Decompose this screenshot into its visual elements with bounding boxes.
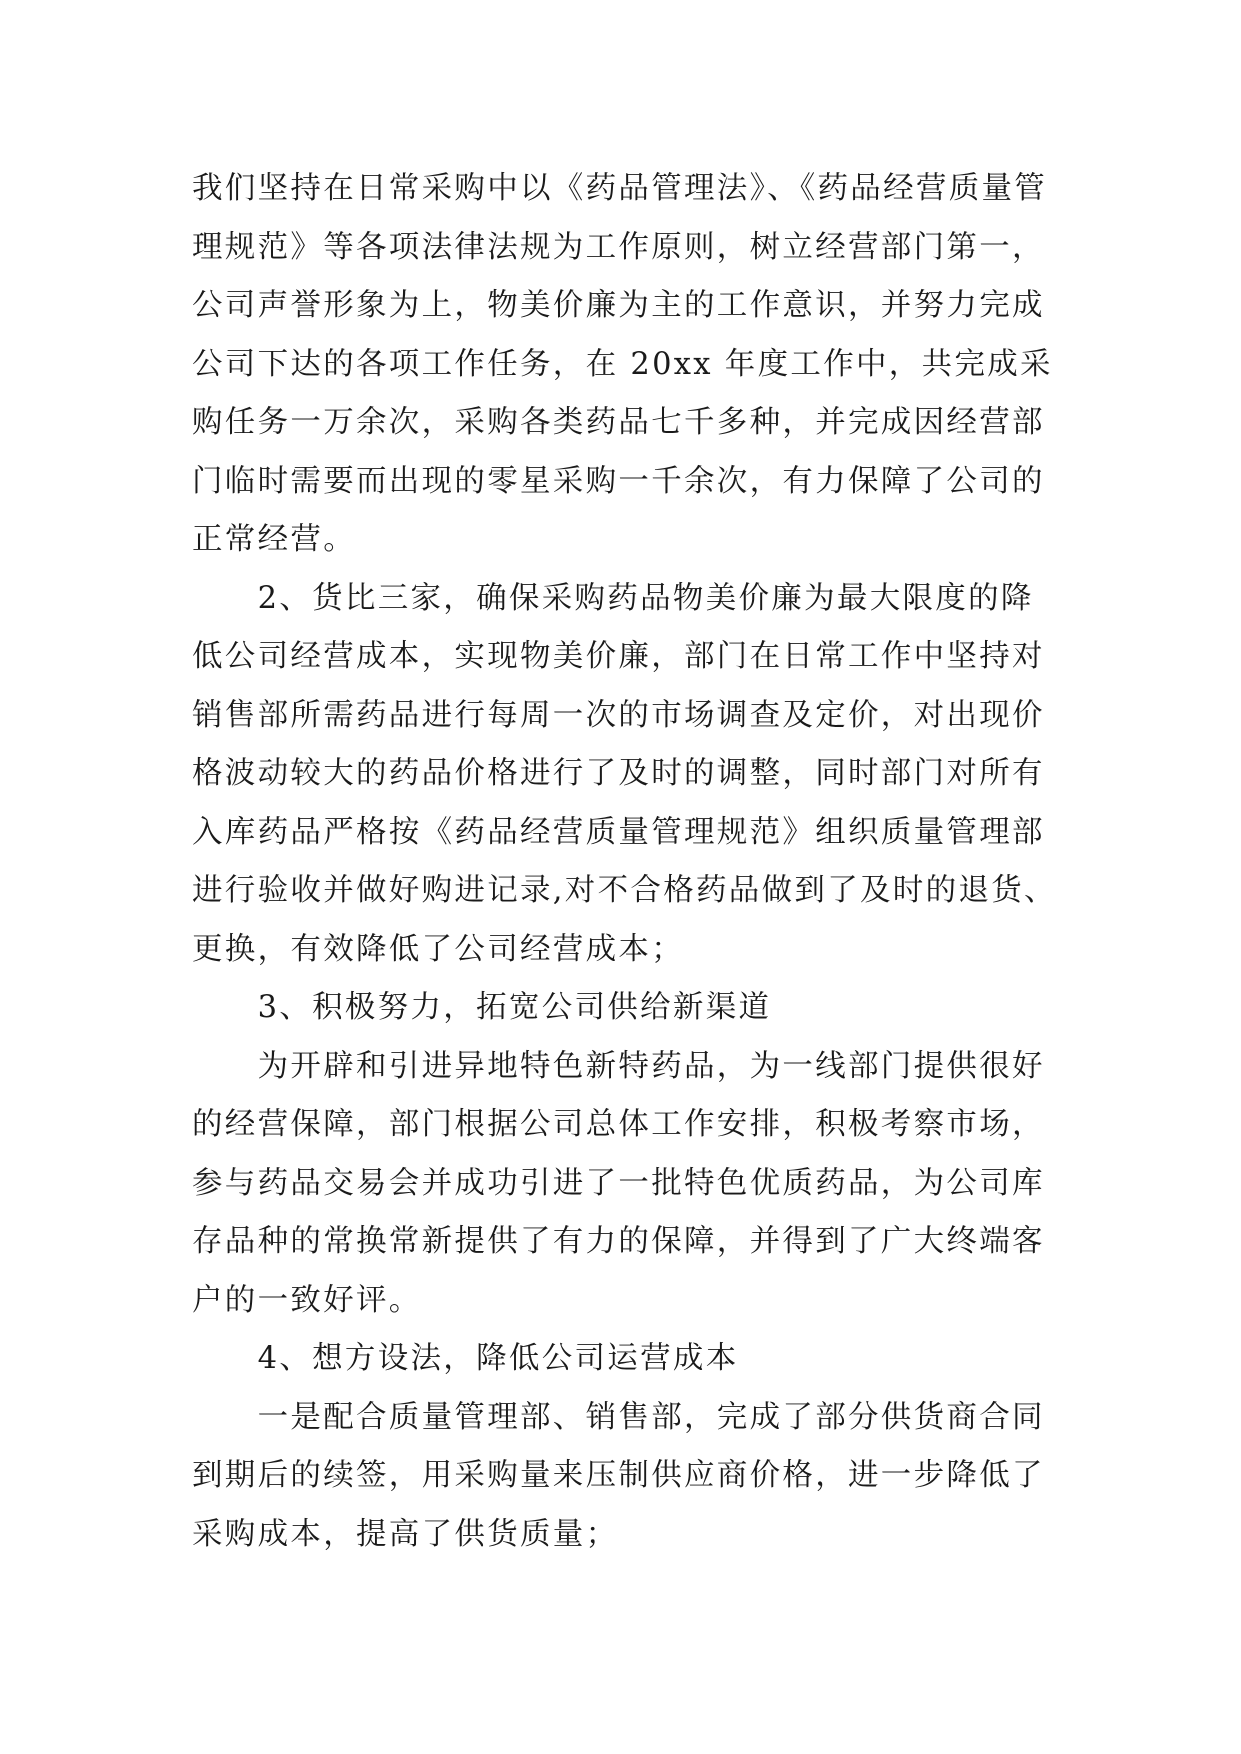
document-body: [192, 160, 1062, 1564]
text-line: 更换，有效降低了公司经营成本；: [192, 931, 684, 967]
paragraph-procurement-summary: [192, 160, 1062, 570]
text-line: 进行验收并做好购进记录,对不合格药品做到了及时的退货、: [192, 873, 1057, 908]
text-line: 理规范》等各项法律法规为工作原则，树立经营部门第一，: [192, 229, 1045, 265]
text-line: 公司下达的各项工作任务，在 20xx 年度工作中，共完成采: [192, 346, 1053, 382]
paragraph-item-4-body: [192, 1389, 1062, 1565]
text-line: 户的一致好评。: [192, 1282, 422, 1318]
text-line: 公司声誉形象为上，物美价廉为主的工作意识，并努力完成: [192, 288, 1045, 323]
text-line: 入库药品严格按《药品经营质量管理规范》组织质量管理部: [192, 814, 1045, 850]
text-line: 存品种的常换常新提供了有力的保障，并得到了广大终端客: [192, 1224, 1045, 1259]
text-line: 购任务一万余次，采购各类药品七千多种，并完成因经营部: [192, 405, 1045, 440]
text-line: 格波动较大的药品价格进行了及时的调整，同时部门对所有: [192, 756, 1045, 791]
text-line: 低公司经营成本，实现物美价廉，部门在日常工作中坚持对: [192, 639, 1045, 674]
text-line: 的经营保障，部门根据公司总体工作安排，积极考察市场，: [192, 1107, 1045, 1142]
text-line: 一是配合质量管理部、销售部，完成了部分供货商合同: [192, 1399, 1045, 1435]
text-line: 参与药品交易会并成功引进了一批特色优质药品，为公司库: [192, 1165, 1045, 1201]
text-line: 2、货比三家，确保采购药品物美价廉为最大限度的降: [192, 580, 1034, 616]
text-line: 4、想方设法，降低公司运营成本: [192, 1341, 739, 1376]
text-line: 我们坚持在日常采购中以《药品管理法》、《药品经营质量管: [192, 171, 1048, 206]
text-line: 销售部所需药品进行每周一次的市场调查及定价，对出现价: [192, 697, 1045, 733]
text-line: 正常经营。: [192, 522, 356, 557]
text-line: 到期后的续签，用采购量来压制供应商价格，进一步降低了: [192, 1458, 1045, 1493]
paragraph-item-2: [192, 570, 1062, 980]
text-line: 门临时需要而出现的零星采购一千余次，有力保障了公司的: [192, 463, 1045, 499]
paragraph-item-3-body: [192, 1038, 1062, 1331]
text-line: 为开辟和引进异地特色新特药品，为一线部门提供很好: [192, 1048, 1045, 1084]
heading-item-3: [192, 979, 1062, 1038]
heading-item-4: [192, 1330, 1062, 1389]
text-line: 采购成本，提高了供货质量；: [192, 1516, 619, 1552]
text-line: 3、积极努力，拓宽公司供给新渠道: [192, 990, 772, 1025]
